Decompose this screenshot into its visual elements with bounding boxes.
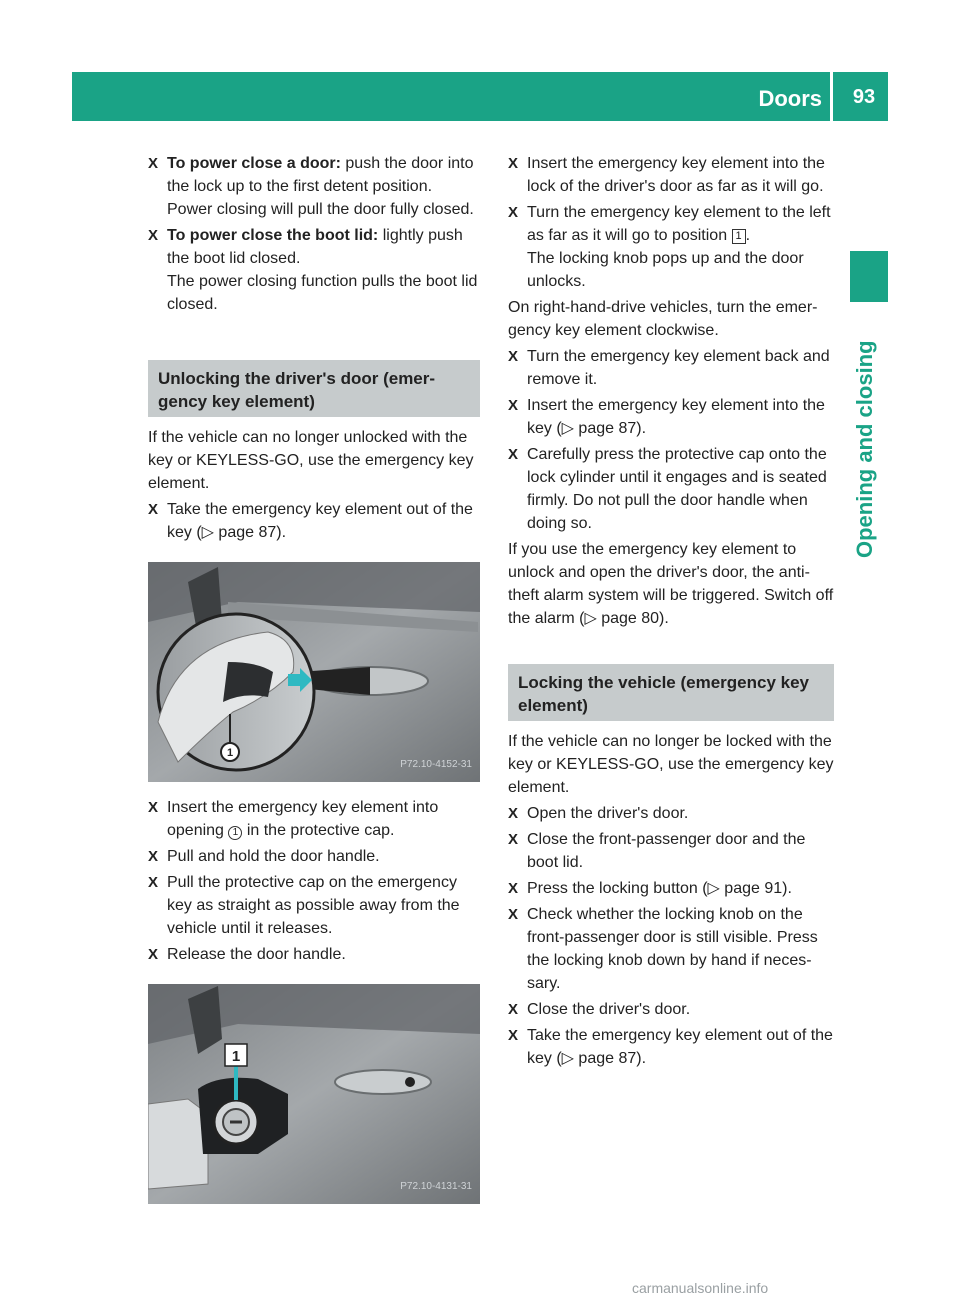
step-text: Take the emergency key element out of the key (▷ page 87). bbox=[527, 1027, 833, 1067]
step-text: Close the front-passenger door and the boot lid. bbox=[527, 831, 806, 871]
step-item bbox=[148, 871, 480, 940]
step-item bbox=[508, 201, 834, 293]
lock-cylinder-illustration bbox=[148, 984, 480, 1204]
section-heading-locking bbox=[508, 664, 834, 721]
figure-code: P72.10-4131-31 bbox=[400, 1181, 472, 1192]
figure-protective-cap bbox=[148, 562, 480, 782]
step-note: The power closing function pulls the boot lid closed. bbox=[167, 273, 478, 313]
step-marker-icon: X bbox=[148, 874, 159, 891]
figure-code: P72.10-4152-31 bbox=[400, 759, 472, 770]
door-handle-illustration bbox=[148, 562, 480, 782]
figure-callout: 1 bbox=[226, 747, 234, 759]
step-marker-icon: X bbox=[508, 906, 519, 923]
position-number-icon: 1 bbox=[732, 229, 746, 244]
step-lead: To power close a door: bbox=[167, 155, 341, 172]
step-text: Insert the emergency key element into the key (▷ page 87). bbox=[527, 397, 825, 437]
step-item bbox=[148, 845, 480, 868]
step-item bbox=[148, 224, 480, 316]
step-item bbox=[508, 903, 834, 995]
step-item bbox=[508, 345, 834, 391]
step-marker-icon: X bbox=[508, 880, 519, 897]
step-marker-icon: X bbox=[508, 831, 519, 848]
section-heading-line: gency key element) bbox=[158, 392, 315, 411]
step-lead: To power close the boot lid: bbox=[167, 227, 379, 244]
step-marker-icon: X bbox=[148, 155, 159, 172]
step-marker-icon: X bbox=[508, 805, 519, 822]
step-item bbox=[508, 802, 834, 825]
step-text: in the protective cap. bbox=[242, 822, 395, 839]
step-item bbox=[148, 498, 480, 544]
step-text: Insert the emergency key element into the lock of the driver's door as far as it will go. bbox=[527, 155, 825, 195]
step-item bbox=[508, 152, 834, 198]
step-marker-icon: X bbox=[148, 848, 159, 865]
step-marker-icon: X bbox=[508, 348, 519, 365]
header-divider bbox=[830, 72, 833, 121]
section-heading-line: element) bbox=[518, 696, 588, 715]
right-column bbox=[508, 152, 834, 1073]
page-number: 93 bbox=[852, 86, 876, 108]
step-text: Turn the emergency key element to the left as far as it will go to position bbox=[527, 204, 831, 244]
chapter-title: Doors bbox=[758, 86, 822, 111]
callout-circle-icon: 1 bbox=[228, 826, 242, 840]
section-heading-line: Unlocking the driver's door (emer- bbox=[158, 369, 436, 388]
step-marker-icon: X bbox=[508, 204, 519, 221]
step-text: Take the emergency key element out of the key (▷ page 87). bbox=[167, 501, 473, 541]
step-marker-icon: X bbox=[508, 1027, 519, 1044]
step-text: . bbox=[745, 227, 751, 244]
step-text: Carefully press the protective cap onto the lock cylinder until it engages and is seated firmly. Do not pull the door handle when doing so. bbox=[527, 446, 827, 532]
step-text: Turn the emergency key element back and remove it. bbox=[527, 348, 830, 388]
rhd-note: On right-hand-drive vehicles, turn the emer-gency key element clockwise. bbox=[508, 299, 818, 339]
step-marker-icon: X bbox=[148, 227, 159, 244]
step-text: Pull the protective cap on the emergency key as straight as possible away from the vehicle until it releases. bbox=[167, 874, 460, 937]
step-text: Press the locking button (▷ page 91). bbox=[527, 880, 792, 897]
step-item bbox=[148, 943, 480, 966]
alarm-note: If you use the emergency key element to unlock and open the driver's door, the anti-theft alarm system will be triggered. Switch off the alarm (▷ page 80). bbox=[508, 541, 834, 627]
step-marker-icon: X bbox=[508, 446, 519, 463]
step-item bbox=[508, 443, 834, 535]
figure-lock-cylinder bbox=[148, 984, 480, 1204]
step-item bbox=[508, 1024, 834, 1070]
section-intro: If the vehicle can no longer be locked with the key or KEYLESS-GO, use the emergency key element. bbox=[508, 733, 834, 796]
step-item bbox=[508, 394, 834, 440]
section-heading-unlocking bbox=[148, 360, 480, 417]
step-text: Check whether the locking knob on the front-passenger door is still visible. Press the locking knob down by hand if neces-sary. bbox=[527, 906, 818, 992]
step-item bbox=[508, 998, 834, 1021]
step-text: Release the door handle. bbox=[167, 946, 346, 963]
step-marker-icon: X bbox=[508, 155, 519, 172]
step-text: Pull and hold the door handle. bbox=[167, 848, 380, 865]
step-item bbox=[148, 796, 480, 842]
side-chapter-label: Opening and closing bbox=[852, 340, 877, 558]
step-text: Insert the emergency key element into opening bbox=[167, 799, 439, 839]
step-text: push the door into the lock up to the first detent position. bbox=[167, 155, 474, 195]
step-marker-icon: X bbox=[148, 946, 159, 963]
step-marker-icon: X bbox=[148, 501, 159, 518]
step-text: Open the driver's door. bbox=[527, 805, 689, 822]
step-item bbox=[508, 828, 834, 874]
step-text: lightly push the boot lid closed. bbox=[167, 227, 463, 267]
step-marker-icon: X bbox=[508, 397, 519, 414]
step-text: Close the driver's door. bbox=[527, 1001, 691, 1018]
step-marker-icon: X bbox=[508, 1001, 519, 1018]
site-watermark: carmanualsonline.info bbox=[632, 1280, 769, 1296]
section-intro: If the vehicle can no longer unlocked with the key or KEYLESS-GO, use the emergency key element. bbox=[148, 429, 474, 492]
left-column bbox=[148, 152, 480, 1218]
figure-callout: 1 bbox=[231, 1048, 241, 1065]
section-heading-line: Locking the vehicle (emergency key bbox=[518, 673, 810, 692]
step-item bbox=[508, 877, 834, 900]
step-note: The locking knob pops up and the door unlocks. bbox=[527, 250, 804, 290]
step-item bbox=[148, 152, 480, 221]
step-marker-icon: X bbox=[148, 799, 159, 816]
step-note: Power closing will pull the door fully closed. bbox=[167, 201, 474, 218]
